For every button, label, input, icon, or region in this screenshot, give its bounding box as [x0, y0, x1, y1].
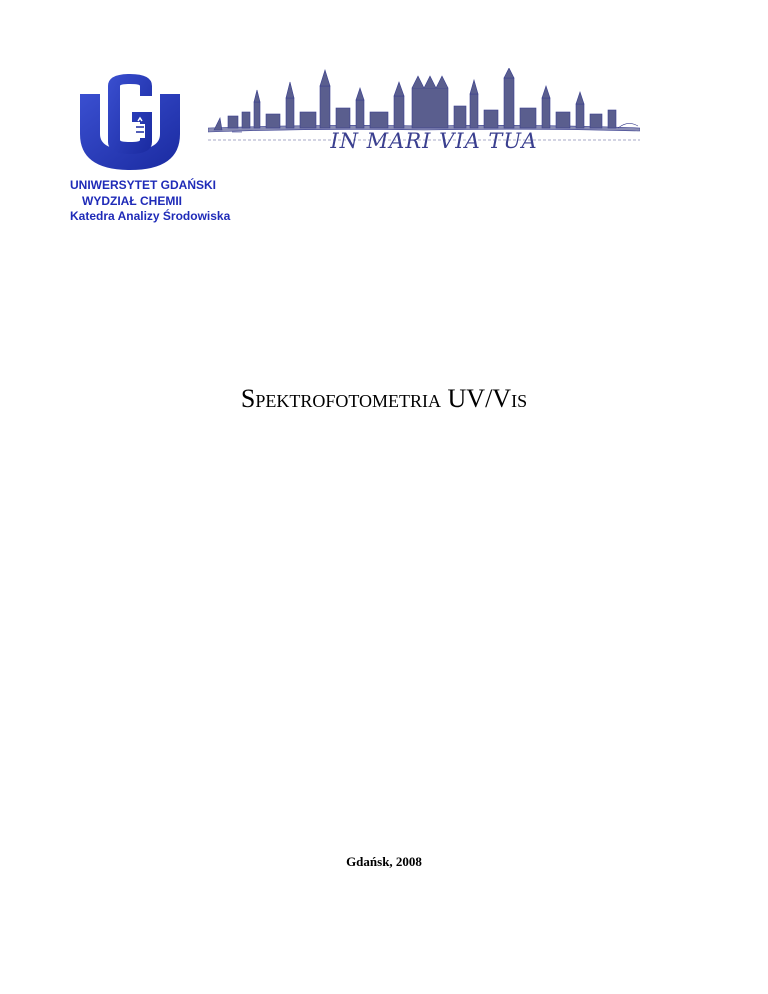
motto-text: IN MARI VIA TUA: [330, 129, 538, 153]
university-logo-icon: [78, 72, 182, 172]
title-rest-2: IS: [511, 391, 528, 411]
title-rest-1: PEKTROFOTOMETRIA: [255, 391, 442, 411]
department-name: Katedra Analizy Środowiska: [70, 209, 231, 223]
document-title: [0, 384, 768, 414]
faculty-name: WYDZIAŁ CHEMII: [82, 193, 182, 208]
place-date: Gdańsk, 2008: [346, 854, 422, 869]
title-initial-1: S: [240, 384, 256, 413]
university-name: UNIWERSYTET GDAŃSKI: [70, 178, 217, 192]
title-initial-2: UV/V: [447, 384, 512, 413]
institution-block: [70, 178, 300, 225]
